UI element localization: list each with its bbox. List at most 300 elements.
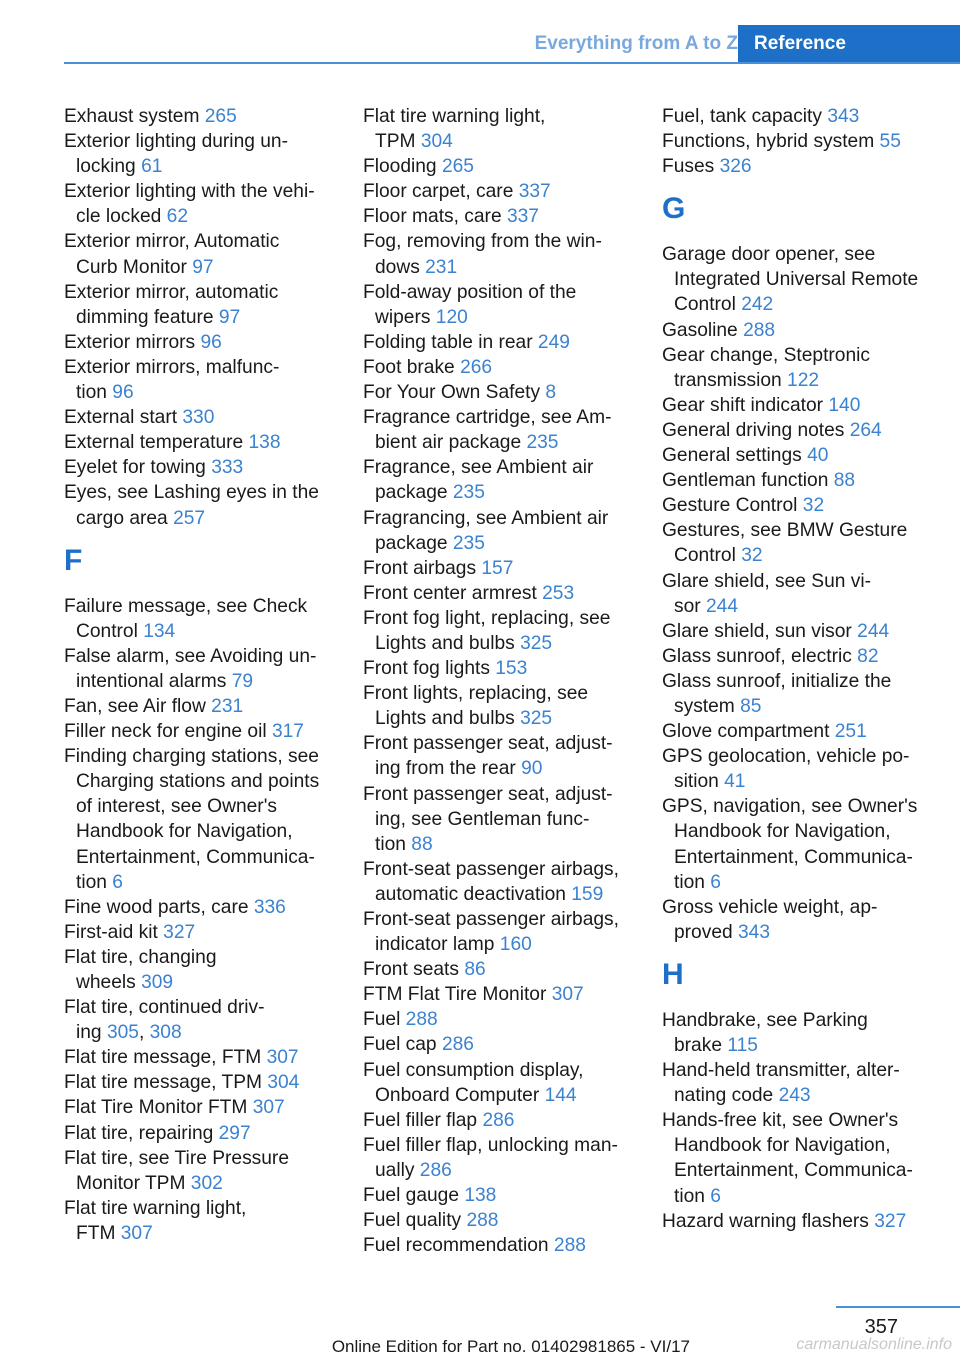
index-letter-heading: G [662,192,686,226]
index-entry-text: Fold-away position of the [363,281,577,303]
index-entry-text: Integrated Universal Remote [674,269,919,291]
page-link[interactable]: 140 [828,394,861,416]
index-entry [363,506,645,556]
index-entry [363,1233,645,1258]
index-entry-text: Flat tire message, TPM [64,1072,268,1094]
index-entry [363,280,645,330]
page-link[interactable]: 307 [120,1222,153,1244]
page-link[interactable]: 6 [112,871,123,893]
page-link[interactable]: 134 [143,620,176,642]
index-entry-text: Exterior mirror, automatic [64,281,279,303]
index-entry-text: Exterior mirror, Automatic [64,231,280,253]
index-entry-text: Handbrake, see Parking [662,1009,868,1031]
index-entry-text: Flat tire, see Tire Pressure [64,1147,289,1169]
index-entry [363,355,645,380]
index-entry [662,343,952,393]
index-entry-text: dows [375,256,426,278]
header-section-title: Everything from A to Z [534,33,738,54]
page-link[interactable]: 305 [106,1022,139,1044]
page-link[interactable]: 122 [787,369,820,391]
index-entry-text: tion [76,871,113,893]
index-entry-text: Entertainment, Communica- [674,1160,913,1182]
index-entry [662,393,952,418]
index-entry [363,731,645,781]
index-entry-text: Handbook for Navigation, [674,1135,891,1157]
index-entry [363,1032,645,1057]
index-entry-text: Floor mats, care [363,206,507,228]
index-entry-text: tion [674,1185,711,1207]
index-entry-text: Front-seat passenger airbags, [363,909,619,930]
index-entry-text: Control [674,545,742,567]
index-entry [363,1058,645,1108]
index-entry [662,1209,952,1234]
index-entry-text: ing [76,1022,107,1044]
index-entry [64,920,346,945]
index-entry [363,154,645,179]
index-entry-text: indicator lamp [375,934,500,956]
page-link[interactable]: 235 [452,532,485,554]
index-entry-text: Handbook for Navigation, [674,821,891,843]
index-entry-text: Hands-free kit, see Owner's [662,1110,899,1132]
footer-rule [836,1306,960,1308]
index-entry-text: Flooding [363,156,442,178]
index-entry [363,556,645,581]
edition-note: Online Edition for Part no. 01402981865 - VI/17 [331,1337,690,1356]
index-entry-text: cle locked [76,206,167,228]
index-entry [64,280,346,330]
page-link[interactable]: 325 [520,632,553,654]
index-entry-text: Fan, see Air flow [64,695,212,717]
index-entry-text: Fuel [363,1009,406,1031]
index-entry [363,330,645,355]
index-entry [662,493,952,518]
index-entry-text: Exhaust system [64,106,205,127]
index-column-2 [363,104,645,1258]
index-entry [363,681,645,731]
index-entry-text: Finding charging stations, see [64,746,319,768]
index-entry [662,669,952,719]
index-entry [64,1045,346,1070]
index-entry-text: Gestures, see BMW Gesture [662,520,908,542]
index-entry-text: Front-seat passenger airbags, [363,858,619,880]
index-entry [662,154,952,179]
index-entry-text: Gross vehicle weight, ap- [662,896,878,918]
page-link[interactable]: 8 [545,382,557,404]
index-entry [363,1133,645,1183]
page-link[interactable]: 235 [526,432,559,454]
index-entry [64,1196,346,1246]
index-entry [662,418,952,443]
page-link[interactable]: 90 [521,758,543,780]
index-entry-text: Fuel filler flap, unlocking man- [363,1134,618,1156]
index-entry [64,1121,346,1146]
page-link[interactable]: 62 [166,206,188,228]
index-entry-text: Fuel recommendation [363,1235,554,1257]
index-entry-text: bient air package [375,432,527,454]
index-entry-text: Glare shield, sun visor [662,620,858,642]
index-entry-text: proved [674,921,738,943]
index-entry [363,606,645,656]
index-entry-text: Glass sunroof, electric [662,645,858,667]
index-entry-text: Gasoline [662,319,744,341]
index-entry [64,1095,346,1120]
page-link[interactable]: 288 [466,1210,499,1232]
index-entry [64,644,346,694]
page-link[interactable]: 265 [204,106,237,127]
page-link[interactable]: 307 [266,1047,299,1069]
page-link[interactable]: 286 [419,1159,452,1181]
index-entry-text: of interest, see Owner's [76,796,277,818]
page-link[interactable]: 153 [495,658,528,680]
page-link[interactable]: 96 [200,331,222,353]
index-entry-text: Fragrance cartridge, see Am- [363,407,612,429]
page-link[interactable]: 343 [738,921,771,943]
index-entry-text: Fuel quality [363,1210,467,1232]
index-entry-text: package [375,482,453,504]
index-entry [363,229,645,279]
index-entry-text: GPS, navigation, see Owner's [662,796,918,818]
index-entry-text: Front center armrest [363,582,543,604]
index-entry [662,719,952,744]
page-link[interactable]: 302 [190,1172,223,1194]
index-entry-text: nating code [674,1085,779,1107]
page-link[interactable]: 231 [211,695,244,717]
page-link[interactable]: 327 [163,921,196,943]
index-entry-text: sition [674,771,725,793]
index-entry [363,982,645,1007]
index-entry-text: Handbook for Navigation, [76,821,293,843]
page-link[interactable]: 337 [518,181,551,203]
index-entry-text: Fog, removing from the win- [363,231,602,253]
index-entry-text: tion [76,382,113,404]
page-link[interactable]: 288 [743,319,776,341]
index-entry-text: Fuel, tank capacity [662,106,828,127]
index-entry: Flat tire, continued driv- ing 305, 308 [64,997,265,1044]
index-entry-text: External temperature [64,432,249,454]
page-link[interactable]: 304 [420,131,453,153]
page-link[interactable]: 242 [741,294,774,316]
page-link[interactable]: 144 [544,1084,577,1106]
index-entry-text: ually [375,1159,420,1181]
index-entry [662,1108,952,1208]
index-entry [64,330,346,355]
index-entry [64,229,346,279]
page-link[interactable]: 244 [857,620,890,642]
page-link[interactable]: 257 [173,507,206,529]
index-entry-text: Gear shift indicator [662,394,829,416]
index-entry-text: package [375,532,453,554]
index-entry-text: General driving notes [662,419,850,441]
page-link[interactable]: 309 [141,972,174,993]
index-entry [363,907,645,957]
page-link[interactable]: 138 [248,432,281,454]
page-link[interactable]: 86 [464,959,486,981]
index-entry-text: Front fog lights [363,658,496,680]
page-link[interactable]: 327 [874,1210,907,1232]
index-entry-text: Front lights, replacing, see [363,683,589,705]
index-entry-text: General settings [662,445,808,467]
page-link[interactable]: 231 [425,256,458,278]
index-entry-text: Front passenger seat, adjust- [363,783,613,805]
page-link[interactable]: 307 [551,984,584,1006]
page-link[interactable]: 266 [460,356,493,378]
page-link[interactable]: 244 [706,595,739,617]
index-entry-text: Eyes, see Lashing eyes in the [64,482,319,504]
index-entry [64,430,346,455]
index-entry-text: Fuses [662,156,720,178]
page-link[interactable]: 40 [807,445,829,467]
page-link[interactable]: 88 [833,470,856,492]
page-link[interactable]: 304 [267,1072,300,1094]
header-tab-reference[interactable]: Reference [738,25,960,62]
index-entry [64,104,346,129]
index-entry-text: Exterior lighting with the vehi- [64,181,315,203]
index-entry [363,581,645,606]
index-entry [64,480,346,530]
index-entry-text: Gear change, Steptronic [662,344,870,366]
index-entry-text: Fuel filler flap [363,1109,483,1131]
index-entry-text: sor [674,595,706,617]
index-entry-text: Lights and bulbs [375,708,521,730]
index-entry [363,1108,645,1133]
page-link[interactable]: 96 [112,382,134,404]
page-link[interactable]: 120 [435,306,468,328]
page-link[interactable]: 115 [727,1035,758,1056]
index-entry-text: False alarm, see Avoiding un- [64,645,317,667]
index-entry-text: Front airbags [363,557,482,579]
watermark-logo: carmanualsonline.info [796,1336,952,1353]
index-entry-text: External start [64,407,183,429]
index-entry-text: Entertainment, Communica- [76,846,315,868]
index-entry [64,945,346,995]
page-link[interactable]: 32 [802,495,825,517]
index-entry [363,1208,645,1233]
index-column-3 [662,104,952,1234]
index-entry-text: Fragrance, see Ambient air [363,457,594,479]
index-entry-text: Charging stations and points [76,771,320,793]
index-letter-heading: F [64,543,83,577]
index-entry-text: wipers [375,306,436,328]
index-entry-text: Fuel cap [363,1034,442,1056]
page-link[interactable]: 138 [464,1185,497,1207]
page-link[interactable]: 325 [520,708,553,730]
index-entry-text: Curb Monitor [76,256,193,278]
index-entry [363,857,645,907]
page-link[interactable]: 157 [481,557,514,579]
page-link[interactable]: 265 [441,156,474,178]
index-entry [363,179,645,204]
page-link[interactable]: 243 [778,1085,811,1107]
index-entry [363,380,645,405]
index-entry-text: locking [76,156,142,178]
index-entry-text: tion [375,833,412,855]
index-entry-text: Fragrancing, see Ambient air [363,507,609,529]
index-entry-text: Front fog light, replacing, see [363,607,611,629]
index-entry [64,129,346,179]
page-link[interactable]: 336 [253,896,286,918]
page-link[interactable]: 264 [849,419,882,441]
index-entry-text: Glare shield, see Sun vi- [662,570,872,592]
index-entry [64,694,346,719]
index-entry-text: First-aid kit [64,921,164,943]
page-link[interactable]: 343 [827,106,860,127]
index-entry-text: Filler neck for engine oil [64,721,272,743]
index-entry [662,619,952,644]
page-link[interactable]: 288 [553,1235,586,1257]
index-entry [662,895,952,945]
index-entry-text: Onboard Computer [375,1084,545,1106]
page-link[interactable]: 6 [710,1185,721,1207]
index-entry-text: Flat tire warning light, [363,106,546,127]
index-entry [64,405,346,430]
index-entry-text: system [674,695,741,717]
page-link[interactable]: 82 [857,645,879,667]
index-entry [662,242,952,317]
index-entry [662,518,952,568]
index-entry-text: cargo area [76,507,174,529]
index-entry-text: Functions, hybrid system [662,131,880,153]
index-entry-text: TPM [375,131,421,153]
page-link[interactable]: 288 [405,1009,438,1031]
page-link[interactable]: 79 [231,670,254,692]
page-link[interactable]: 85 [740,695,762,717]
index-entry-text: Front passenger seat, adjust- [363,733,613,755]
page-number: 357 [864,1316,898,1338]
index-entry [662,104,952,129]
page-link[interactable]: 61 [141,156,163,178]
page-link[interactable]: 249 [537,331,570,353]
page-link[interactable]: 251 [834,721,867,743]
index-entry [662,1008,952,1058]
index-entry-text: tion [674,871,711,893]
index-entry-text: Exterior lighting during un- [64,131,288,153]
index-entry [363,1007,645,1032]
page-link[interactable]: 317 [271,721,304,743]
index-entry-text: Glove compartment [662,721,835,743]
index-entry-text: Flat tire warning light, [64,1197,247,1219]
index-entry-text: brake [674,1035,728,1056]
index-entry [64,895,346,920]
page-link[interactable]: 333 [211,457,244,479]
index-entry-text: Lights and bulbs [375,632,521,654]
page-link[interactable]: 97 [218,306,241,328]
index-entry-text: Fuel gauge [363,1185,465,1207]
page-link[interactable]: 308 [149,1022,182,1044]
index-entry-text: ing from the rear [375,758,522,780]
index-entry [662,443,952,468]
index-entry [363,204,645,229]
page-link[interactable]: 297 [218,1122,251,1144]
page-link[interactable]: 6 [710,871,721,893]
index-entry-text: FTM [76,1222,121,1244]
index-entry [662,1058,952,1108]
index-entry [64,1146,346,1196]
index-entry-text: Flat tire, repairing [64,1122,219,1144]
index-entry [363,104,645,154]
index-entry [662,644,952,669]
index-entry-text: Garage door opener, see [662,244,876,266]
index-entry-text: intentional alarms [76,670,232,692]
index-entry-text: Control [76,620,144,642]
index-entry [64,744,346,895]
page-link[interactable]: 41 [724,771,746,793]
index-entry [662,744,952,794]
page-link[interactable]: 307 [252,1097,285,1119]
index-entry-text: Gentleman function [662,470,834,492]
index-entry [662,129,952,154]
page-link[interactable]: 330 [182,407,215,429]
index-letter-heading: H [662,957,684,991]
page-link[interactable]: 326 [719,156,752,178]
index-entry [662,794,952,894]
page-link[interactable]: 253 [542,582,575,604]
page-link[interactable]: 32 [741,545,763,567]
header-rule [64,62,960,64]
index-entry [64,1070,346,1095]
index-entry-text: Exterior mirrors, malfunc- [64,356,280,378]
index-entry [363,455,645,505]
index-entry [363,405,645,455]
index-entry-text: For Your Own Safety [363,382,546,404]
index-entry [662,569,952,619]
page-link[interactable]: 235 [452,482,485,504]
index-entry [662,468,952,493]
page-link[interactable]: 88 [411,833,433,855]
index-entry-text: dimming feature [76,306,219,328]
index-entry-text: Glass sunroof, initialize the [662,670,892,692]
page-link[interactable]: 55 [879,131,901,153]
index-entry-text: Front seats [363,959,465,981]
index-entry-text: Flat Tire Monitor FTM [64,1097,253,1119]
index-entry-text: GPS geolocation, vehicle po- [662,746,910,768]
index-entry [662,318,952,343]
index-entry-text: Exterior mirrors [64,331,201,353]
index-entry-text: Failure message, see Check [64,595,308,617]
index-entry [64,719,346,744]
page-link[interactable]: 97 [192,256,214,278]
index-entry-text: Fuel consumption display, [363,1059,584,1081]
index-entry-text: transmission [674,369,788,391]
index-entry [64,594,346,644]
index-entry-text: Control [674,294,742,316]
index-entry-text: Flat tire message, FTM [64,1047,267,1069]
index-entry [64,355,346,405]
index-entry-text: automatic deactivation [375,883,572,905]
page-link[interactable]: 160 [499,934,532,956]
index-entry-text: Floor carpet, care [363,181,519,203]
index-entry-text: Entertainment, Communica- [674,846,913,868]
index-entry-text: ing, see Gentleman func- [375,808,590,830]
index-entry [363,957,645,982]
index-entry-text: Flat tire, continued driv- [64,997,265,1019]
index-entry-text: Flat tire, changing [64,946,217,968]
index-column-1 [64,104,346,1246]
index-entry-text: Fine wood parts, care [64,896,254,918]
index-entry [363,656,645,681]
page-link[interactable]: 286 [441,1034,474,1056]
index-entry [64,179,346,229]
page-link[interactable]: 286 [482,1109,515,1131]
index-entry-text: Gesture Control [662,495,803,517]
index-entry-text: wheels [76,972,142,993]
index-entry [363,1183,645,1208]
index-entry-text: Hazard warning flashers [662,1210,875,1232]
index-entry-text: Eyelet for towing [64,457,212,479]
page-link[interactable]: 337 [506,206,539,228]
index-entry-text: Foot brake [363,356,461,378]
index-entry [64,455,346,480]
page-link[interactable]: 159 [571,883,604,905]
